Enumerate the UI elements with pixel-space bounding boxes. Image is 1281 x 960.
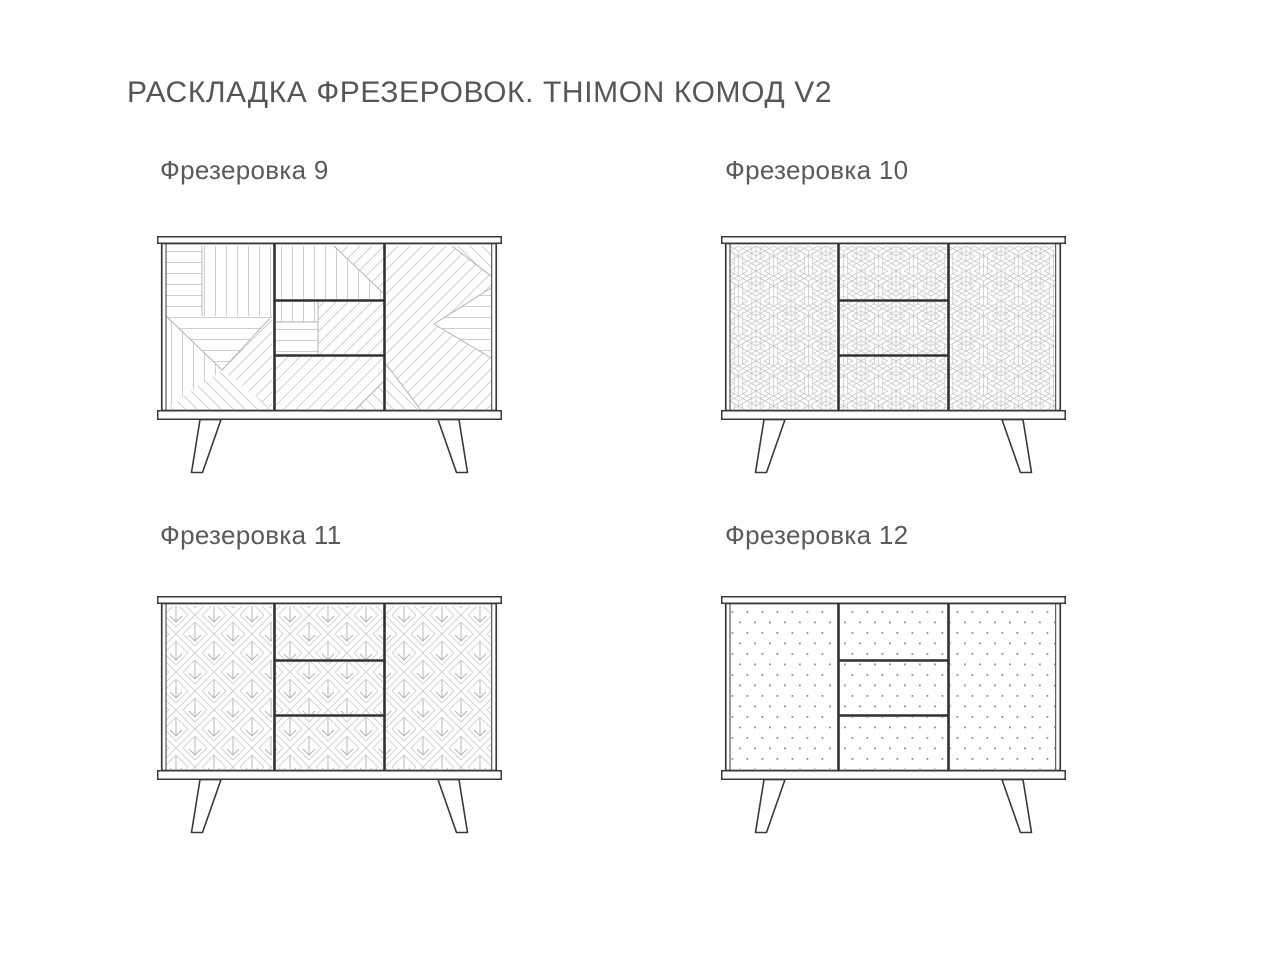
page-title: РАСКЛАДКА ФРЕЗЕРОВОК. THIMON КОМОД V2 (127, 76, 833, 109)
cabinet-drawing-10 (721, 236, 1066, 475)
cabinet-drawing-9 (157, 236, 502, 475)
cabinet-drawing-12 (721, 596, 1066, 835)
cabinet-label-9: Фрезеровка 9 (160, 155, 329, 185)
cabinet-label-11: Фрезеровка 11 (160, 520, 342, 550)
cabinet-label-12: Фрезеровка 12 (725, 520, 909, 550)
cabinet-label-10: Фрезеровка 10 (725, 155, 909, 185)
cabinet-drawing-11 (157, 596, 502, 835)
